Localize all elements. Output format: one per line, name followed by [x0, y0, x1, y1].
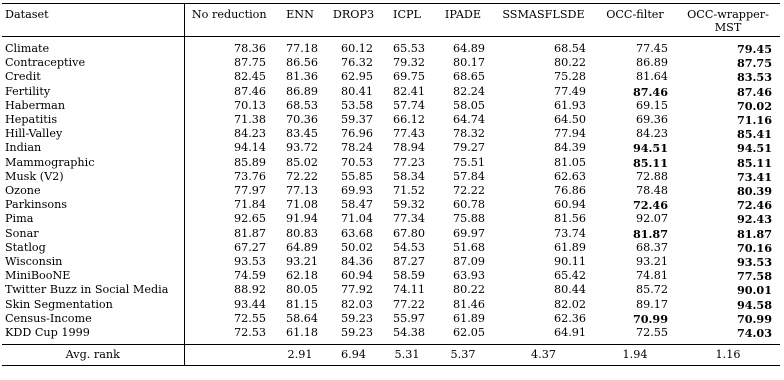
avg-rank-value: 2.91 [287, 348, 313, 362]
column-header-dataset: Dataset [5, 8, 49, 21]
value-cell: 64.50 [553, 113, 586, 127]
value-cell: 87.46 [632, 84, 668, 99]
value-cell: 92.43 [736, 212, 772, 227]
dataset-name-cell: Musk (V2) [5, 169, 64, 183]
value-cell: 62.63 [553, 169, 586, 183]
value-cell: 78.24 [340, 141, 373, 155]
value-cell: 77.34 [392, 212, 425, 226]
value-cell: 61.89 [452, 311, 485, 325]
value-cell: 93.53 [184, 255, 274, 269]
value-cell: 62.95 [340, 70, 373, 84]
value-cell: 82.41 [392, 84, 425, 98]
table-row [2, 170, 780, 184]
value-cell: 92.65 [184, 212, 274, 226]
table-row [2, 99, 780, 113]
value-cell: 87.46 [736, 84, 772, 99]
value-cell: 58.34 [392, 169, 425, 183]
value-cell: 59.32 [392, 198, 425, 212]
value-cell: 67.27 [184, 241, 274, 255]
value-cell: 90.11 [553, 255, 586, 269]
value-cell: 72.46 [736, 198, 772, 213]
dataset-name-cell: Skin Segmentation [5, 297, 113, 311]
value-cell: 80.22 [452, 283, 485, 297]
value-cell: 77.13 [285, 184, 318, 198]
value-cell: 75.28 [553, 70, 586, 84]
dataset-name-cell: Fertility [5, 84, 51, 98]
value-cell: 78.32 [452, 127, 485, 141]
value-cell: 54.38 [392, 326, 425, 340]
dataset-name-cell: Wisconsin [5, 255, 63, 269]
value-cell: 76.86 [553, 184, 586, 198]
value-cell: 86.56 [285, 56, 318, 70]
value-cell: 83.45 [285, 127, 318, 141]
value-cell: 74.11 [392, 283, 425, 297]
value-cell: 75.88 [452, 212, 485, 226]
dataset-name-cell: Sonar [5, 226, 39, 240]
value-cell: 80.05 [285, 283, 318, 297]
value-cell: 85.11 [736, 155, 772, 170]
value-cell: 57.74 [392, 98, 425, 112]
dataset-name-cell: Hepatitis [5, 113, 58, 127]
value-cell: 77.18 [285, 42, 318, 55]
value-cell: 81.05 [553, 155, 586, 169]
results-table-container [2, 3, 780, 366]
value-cell: 72.53 [184, 326, 274, 345]
value-cell: 94.58 [736, 297, 772, 312]
value-cell: 59.23 [340, 326, 373, 340]
value-cell: 59.23 [340, 311, 373, 325]
value-cell: 84.39 [553, 141, 586, 155]
value-cell: 70.53 [340, 155, 373, 169]
value-cell: 78.94 [392, 141, 425, 155]
value-cell: 79.27 [452, 141, 485, 155]
column-header-enn: ENN [286, 8, 314, 21]
table-row [2, 212, 780, 226]
value-cell: 69.93 [340, 184, 373, 198]
value-cell: 58.64 [285, 311, 318, 325]
value-cell: 62.18 [285, 269, 318, 283]
value-cell: 58.47 [340, 198, 373, 212]
value-cell: 51.68 [452, 240, 485, 254]
value-cell: 72.22 [452, 184, 485, 198]
value-cell: 50.02 [340, 240, 373, 254]
value-cell: 73.76 [184, 170, 274, 184]
value-cell: 63.93 [452, 269, 485, 283]
value-cell: 93.72 [285, 141, 318, 155]
dataset-name-cell: Pima [5, 212, 34, 226]
value-cell: 93.21 [285, 255, 318, 269]
avg-rank-row [2, 345, 780, 366]
value-cell: 81.46 [452, 297, 485, 311]
value-cell: 73.74 [553, 226, 586, 240]
value-cell: 84.23 [635, 127, 668, 141]
value-cell: 61.89 [553, 240, 586, 254]
value-cell: 77.49 [553, 84, 586, 98]
table-row [2, 113, 780, 127]
value-cell: 78.48 [635, 184, 668, 198]
value-cell: 60.78 [452, 198, 485, 212]
value-cell: 60.94 [340, 269, 373, 283]
value-cell: 70.99 [632, 311, 668, 326]
avg-rank-value: 6.94 [341, 348, 366, 362]
value-cell: 77.22 [392, 297, 425, 311]
value-cell: 58.59 [392, 269, 425, 283]
value-cell: 80.17 [452, 56, 485, 70]
value-cell: 70.16 [736, 240, 772, 255]
value-cell: 54.53 [392, 240, 425, 254]
value-cell: 77.43 [392, 127, 425, 141]
value-cell: 68.54 [553, 42, 586, 55]
table-row [2, 326, 780, 345]
value-cell: 70.36 [285, 113, 318, 127]
value-cell: 77.58 [736, 269, 772, 284]
value-cell: 71.52 [392, 184, 425, 198]
value-cell: 81.87 [736, 226, 772, 241]
value-cell: 70.02 [736, 98, 772, 113]
table-row [2, 283, 780, 297]
value-cell: 74.81 [635, 269, 668, 283]
table-row [2, 56, 780, 70]
value-cell: 79.45 [736, 42, 772, 56]
value-cell: 71.84 [184, 198, 274, 212]
dataset-name-cell: KDD Cup 1999 [5, 326, 90, 340]
table-row [2, 255, 780, 269]
value-cell: 81.36 [285, 70, 318, 84]
dataset-name-cell: Credit [5, 70, 41, 84]
value-cell: 64.89 [285, 240, 318, 254]
value-cell: 72.46 [632, 198, 668, 213]
value-cell: 80.41 [340, 84, 373, 98]
value-cell: 74.59 [184, 269, 274, 283]
dataset-name-cell: Parkinsons [5, 198, 68, 212]
value-cell: 91.94 [285, 212, 318, 226]
dataset-name-cell: Mammographic [5, 155, 95, 169]
value-cell: 90.01 [736, 283, 772, 298]
value-cell: 93.44 [184, 298, 274, 312]
avg-rank-value: 1.16 [715, 348, 741, 362]
value-cell: 71.16 [736, 113, 772, 128]
value-cell: 76.96 [340, 127, 373, 141]
header-row [2, 4, 780, 37]
dataset-name-cell: Haberman [5, 98, 66, 112]
value-cell: 87.75 [736, 56, 772, 71]
value-cell: 75.51 [452, 155, 485, 169]
avg-rank-value [184, 345, 274, 366]
value-cell: 88.92 [184, 283, 274, 297]
column-header-occ-filter: OCC-filter [606, 8, 664, 21]
value-cell: 81.64 [635, 70, 668, 84]
value-cell: 85.02 [285, 155, 318, 169]
value-cell: 82.45 [184, 70, 274, 84]
value-cell: 78.36 [184, 37, 274, 57]
value-cell: 77.23 [392, 155, 425, 169]
value-cell: 66.12 [392, 113, 425, 127]
value-cell: 60.94 [553, 198, 586, 212]
value-cell: 94.51 [736, 141, 772, 156]
value-cell: 85.11 [632, 155, 668, 170]
table-row [2, 198, 780, 212]
table-row [2, 156, 780, 170]
value-cell: 58.05 [452, 98, 485, 112]
avg-rank-label: Avg. rank [65, 348, 120, 362]
avg-rank-value: 5.31 [394, 348, 420, 362]
table-body [2, 37, 780, 345]
value-cell: 94.14 [184, 141, 274, 155]
value-cell: 65.53 [392, 42, 425, 55]
table-row [2, 241, 780, 255]
value-cell: 64.74 [452, 113, 485, 127]
value-cell: 92.07 [635, 212, 668, 226]
table-row [2, 37, 780, 57]
table-row [2, 127, 780, 141]
value-cell: 93.53 [736, 255, 772, 270]
column-header-icpl: ICPL [393, 8, 421, 21]
value-cell: 76.32 [340, 56, 373, 70]
value-cell: 72.55 [635, 326, 668, 340]
value-cell: 93.21 [635, 255, 668, 269]
value-cell: 69.36 [635, 113, 668, 127]
column-header-ssmasflsde: SSMASFLSDE [502, 8, 585, 21]
value-cell: 74.03 [736, 326, 772, 341]
dataset-name-cell: Twitter Buzz in Social Media [5, 283, 169, 297]
value-cell: 81.15 [285, 297, 318, 311]
value-cell: 81.87 [632, 226, 668, 241]
dataset-name-cell: Census-Income [5, 311, 92, 325]
value-cell: 64.91 [553, 326, 586, 340]
column-header-drop3: DROP3 [332, 8, 375, 21]
value-cell: 62.05 [452, 326, 485, 340]
value-cell: 68.53 [285, 98, 318, 112]
avg-rank-value: 1.94 [622, 348, 648, 362]
dataset-name-cell: Contraceptive [5, 56, 86, 70]
avg-rank-value: 4.37 [531, 348, 556, 362]
value-cell: 68.65 [452, 70, 485, 84]
table-row [2, 141, 780, 155]
value-cell: 71.08 [285, 198, 318, 212]
value-cell: 80.39 [736, 184, 772, 199]
value-cell: 73.41 [736, 169, 772, 184]
value-cell: 70.13 [184, 99, 274, 113]
value-cell: 77.97 [184, 184, 274, 198]
value-cell: 71.04 [340, 212, 373, 226]
value-cell: 82.03 [340, 297, 373, 311]
dataset-name-cell: Statlog [5, 240, 46, 254]
table-row [2, 227, 780, 241]
value-cell: 80.44 [553, 283, 586, 297]
value-cell: 71.38 [184, 113, 274, 127]
value-cell: 84.36 [340, 255, 373, 269]
value-cell: 72.22 [285, 169, 318, 183]
value-cell: 94.51 [632, 141, 668, 156]
dataset-name-cell: Hill-Valley [5, 127, 63, 141]
value-cell: 87.46 [184, 85, 274, 99]
value-cell: 69.75 [392, 70, 425, 84]
value-cell: 80.83 [285, 226, 318, 240]
value-cell: 77.94 [553, 127, 586, 141]
value-cell: 89.17 [635, 297, 668, 311]
value-cell: 77.45 [635, 42, 668, 55]
value-cell: 87.09 [452, 255, 485, 269]
value-cell: 55.85 [340, 169, 373, 183]
avg-rank-value: 5.37 [450, 348, 476, 362]
value-cell: 60.12 [340, 42, 373, 55]
value-cell: 67.80 [392, 226, 425, 240]
value-cell: 83.53 [736, 70, 772, 85]
table-row [2, 85, 780, 99]
value-cell: 61.18 [285, 326, 318, 340]
table-row [2, 70, 780, 84]
value-cell: 63.68 [340, 226, 373, 240]
value-cell: 62.36 [553, 311, 586, 325]
results-table [2, 3, 780, 366]
value-cell: 87.75 [184, 56, 274, 70]
value-cell: 85.72 [635, 283, 668, 297]
value-cell: 69.97 [452, 226, 485, 240]
value-cell: 57.84 [452, 169, 485, 183]
value-cell: 68.37 [635, 240, 668, 254]
value-cell: 64.89 [452, 42, 485, 55]
table-row [2, 269, 780, 283]
value-cell: 53.58 [340, 98, 373, 112]
value-cell: 55.97 [392, 311, 425, 325]
value-cell: 81.87 [184, 227, 274, 241]
value-cell: 82.02 [553, 297, 586, 311]
value-cell: 87.27 [392, 255, 425, 269]
value-cell: 69.15 [635, 98, 668, 112]
value-cell: 61.93 [553, 98, 586, 112]
value-cell: 81.56 [553, 212, 586, 226]
table-row [2, 184, 780, 198]
table-row [2, 298, 780, 312]
value-cell: 86.89 [635, 56, 668, 70]
dataset-name-cell: Climate [5, 42, 50, 55]
value-cell: 79.32 [392, 56, 425, 70]
dataset-name-cell: Indian [5, 141, 42, 155]
value-cell: 72.88 [635, 169, 668, 183]
value-cell: 86.89 [285, 84, 318, 98]
column-header-ipade: IPADE [444, 8, 482, 21]
value-cell: 65.42 [553, 269, 586, 283]
column-header-no-reduction: No reduction [184, 4, 274, 37]
table-row [2, 312, 780, 326]
dataset-name-cell: MiniBooNE [5, 269, 71, 283]
value-cell: 85.41 [736, 127, 772, 142]
value-cell: 84.23 [184, 127, 274, 141]
column-header-occ-wrapper-mst: OCC-wrapper-MST [687, 8, 769, 34]
value-cell: 82.24 [452, 84, 485, 98]
value-cell: 85.89 [184, 156, 274, 170]
value-cell: 77.92 [340, 283, 373, 297]
value-cell: 72.55 [184, 312, 274, 326]
value-cell: 59.37 [340, 113, 373, 127]
value-cell: 70.99 [736, 311, 772, 326]
value-cell: 80.22 [553, 56, 586, 70]
dataset-name-cell: Ozone [5, 184, 41, 198]
